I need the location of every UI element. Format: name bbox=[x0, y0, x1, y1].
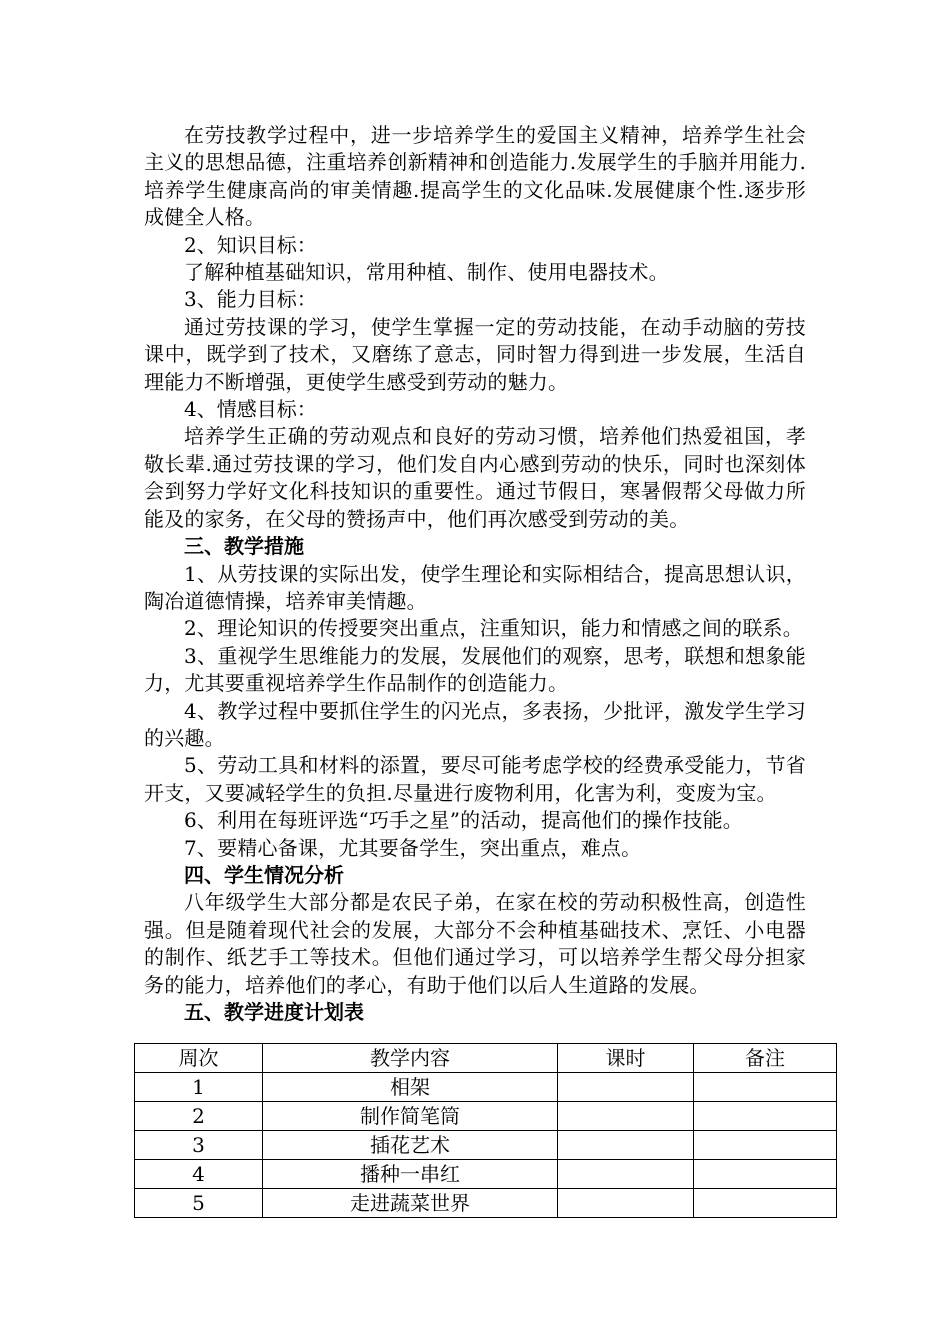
cell-hours bbox=[558, 1160, 694, 1189]
cell-note bbox=[694, 1160, 837, 1189]
measure-item: 4、教学过程中要抓住学生的闪光点，多表扬，少批评，激发学生学习的兴趣。 bbox=[144, 698, 806, 750]
table-row bbox=[135, 1189, 837, 1218]
cell-hours bbox=[558, 1131, 694, 1160]
table-row bbox=[135, 1160, 837, 1189]
cell-week: 3 bbox=[135, 1131, 263, 1160]
cell-note bbox=[694, 1102, 837, 1131]
intro-paragraph: 在劳技教学过程中，进一步培养学生的爱国主义精神，培养学生社会主义的思想品德，注重培养创新精神和创造能力.发展学生的手脑并用能力.培养学生健康高尚的审美情趣.提高学生的文化品味.发展健康个性.逐步形成健全人格。 bbox=[144, 123, 806, 230]
measure-item: 2、理论知识的传授要突出重点，注重知识，能力和情感之间的联系。 bbox=[184, 616, 803, 641]
section-4-heading: 四、学生情况分析 bbox=[184, 862, 344, 887]
measure-item: 3、重视学生思维能力的发展，发展他们的观察，思考，联想和想象能力，尤其要重视培养学生作品制作的创造能力。 bbox=[144, 643, 806, 696]
table-row bbox=[135, 1102, 837, 1131]
knowledge-goal-text: 了解种植基础知识，常用种植、制作、使用电器技术。 bbox=[184, 260, 669, 285]
measure-item: 5、劳动工具和材料的添置，要尽可能考虑学校的经费承受能力，节省开支，又要减轻学生的负担.尽量进行废物利用，化害为利，变废为宝。 bbox=[144, 753, 806, 805]
cell-hours bbox=[558, 1102, 694, 1131]
cell-content: 播种一串红 bbox=[263, 1160, 558, 1189]
table-row bbox=[135, 1073, 837, 1102]
cell-content: 插花艺术 bbox=[263, 1131, 558, 1160]
column-header-note: 备注 bbox=[694, 1044, 837, 1073]
table-header-row bbox=[135, 1044, 837, 1073]
section-3-heading: 三、教学措施 bbox=[184, 534, 304, 559]
document-body bbox=[144, 122, 806, 1026]
cell-week: 1 bbox=[135, 1073, 263, 1102]
table-row bbox=[135, 1131, 837, 1160]
section-5-heading: 五、教学进度计划表 bbox=[184, 1000, 364, 1024]
column-header-week: 周次 bbox=[135, 1044, 263, 1073]
measure-item: 7、要精心备课，尤其要备学生，突出重点，难点。 bbox=[184, 835, 642, 860]
measure-item: 1、从劳技课的实际出发，使学生理论和实际相结合，提高思想认识，陶冶道德情操，培养审美情趣。 bbox=[144, 561, 806, 613]
knowledge-goal-title: 2、知识目标： bbox=[184, 232, 317, 257]
cell-note bbox=[694, 1073, 837, 1102]
ability-goal-text: 通过劳技课的学习，使学生掌握一定的劳动技能，在动手动脑的劳技课中，既学到了技术，又磨练了意志，同时智力得到进一步发展，生活自理能力不断增强，更使学生感受到劳动的魅力。 bbox=[144, 314, 806, 394]
cell-week: 4 bbox=[135, 1160, 263, 1189]
cell-content: 相架 bbox=[263, 1073, 558, 1102]
cell-week: 2 bbox=[135, 1102, 263, 1131]
ability-goal-title: 3、能力目标： bbox=[184, 287, 317, 312]
emotion-goal-title: 4、情感目标： bbox=[184, 397, 317, 422]
emotion-goal-text: 培养学生正确的劳动观点和良好的劳动习惯，培养他们热爱祖国，孝敬长辈.通过劳技课的学习，他们发自内心感到劳动的快乐，同时也深刻体会到努力学好文化科技知识的重要性。通过节假日，寒暑假帮父母做力所能及的家务，在父母的赞扬声中，他们再次感受到劳动的美。 bbox=[144, 424, 806, 531]
cell-content: 走进蔬菜世界 bbox=[263, 1189, 558, 1218]
cell-content: 制作简笔筒 bbox=[263, 1102, 558, 1131]
student-analysis-text: 八年级学生大部分都是农民子弟，在家在校的劳动积极性高，创造性强。但是随着现代社会的发展，大部分不会种植基础技术、烹饪、小电器的制作、纸艺手工等技术。但他们通过学习，可以培养学生帮父母分担家务的能力，培养他们的孝心，有助于他们以后人生道路的发展。 bbox=[144, 890, 806, 997]
cell-note bbox=[694, 1189, 837, 1218]
measure-item: 6、利用在每班评选“巧手之星”的活动，提高他们的操作技能。 bbox=[184, 808, 743, 833]
column-header-content: 教学内容 bbox=[263, 1044, 558, 1073]
column-header-hours: 课时 bbox=[558, 1044, 694, 1073]
cell-hours bbox=[558, 1073, 694, 1102]
cell-week: 5 bbox=[135, 1189, 263, 1218]
cell-note bbox=[694, 1131, 837, 1160]
schedule-table bbox=[134, 1043, 837, 1218]
cell-hours bbox=[558, 1189, 694, 1218]
